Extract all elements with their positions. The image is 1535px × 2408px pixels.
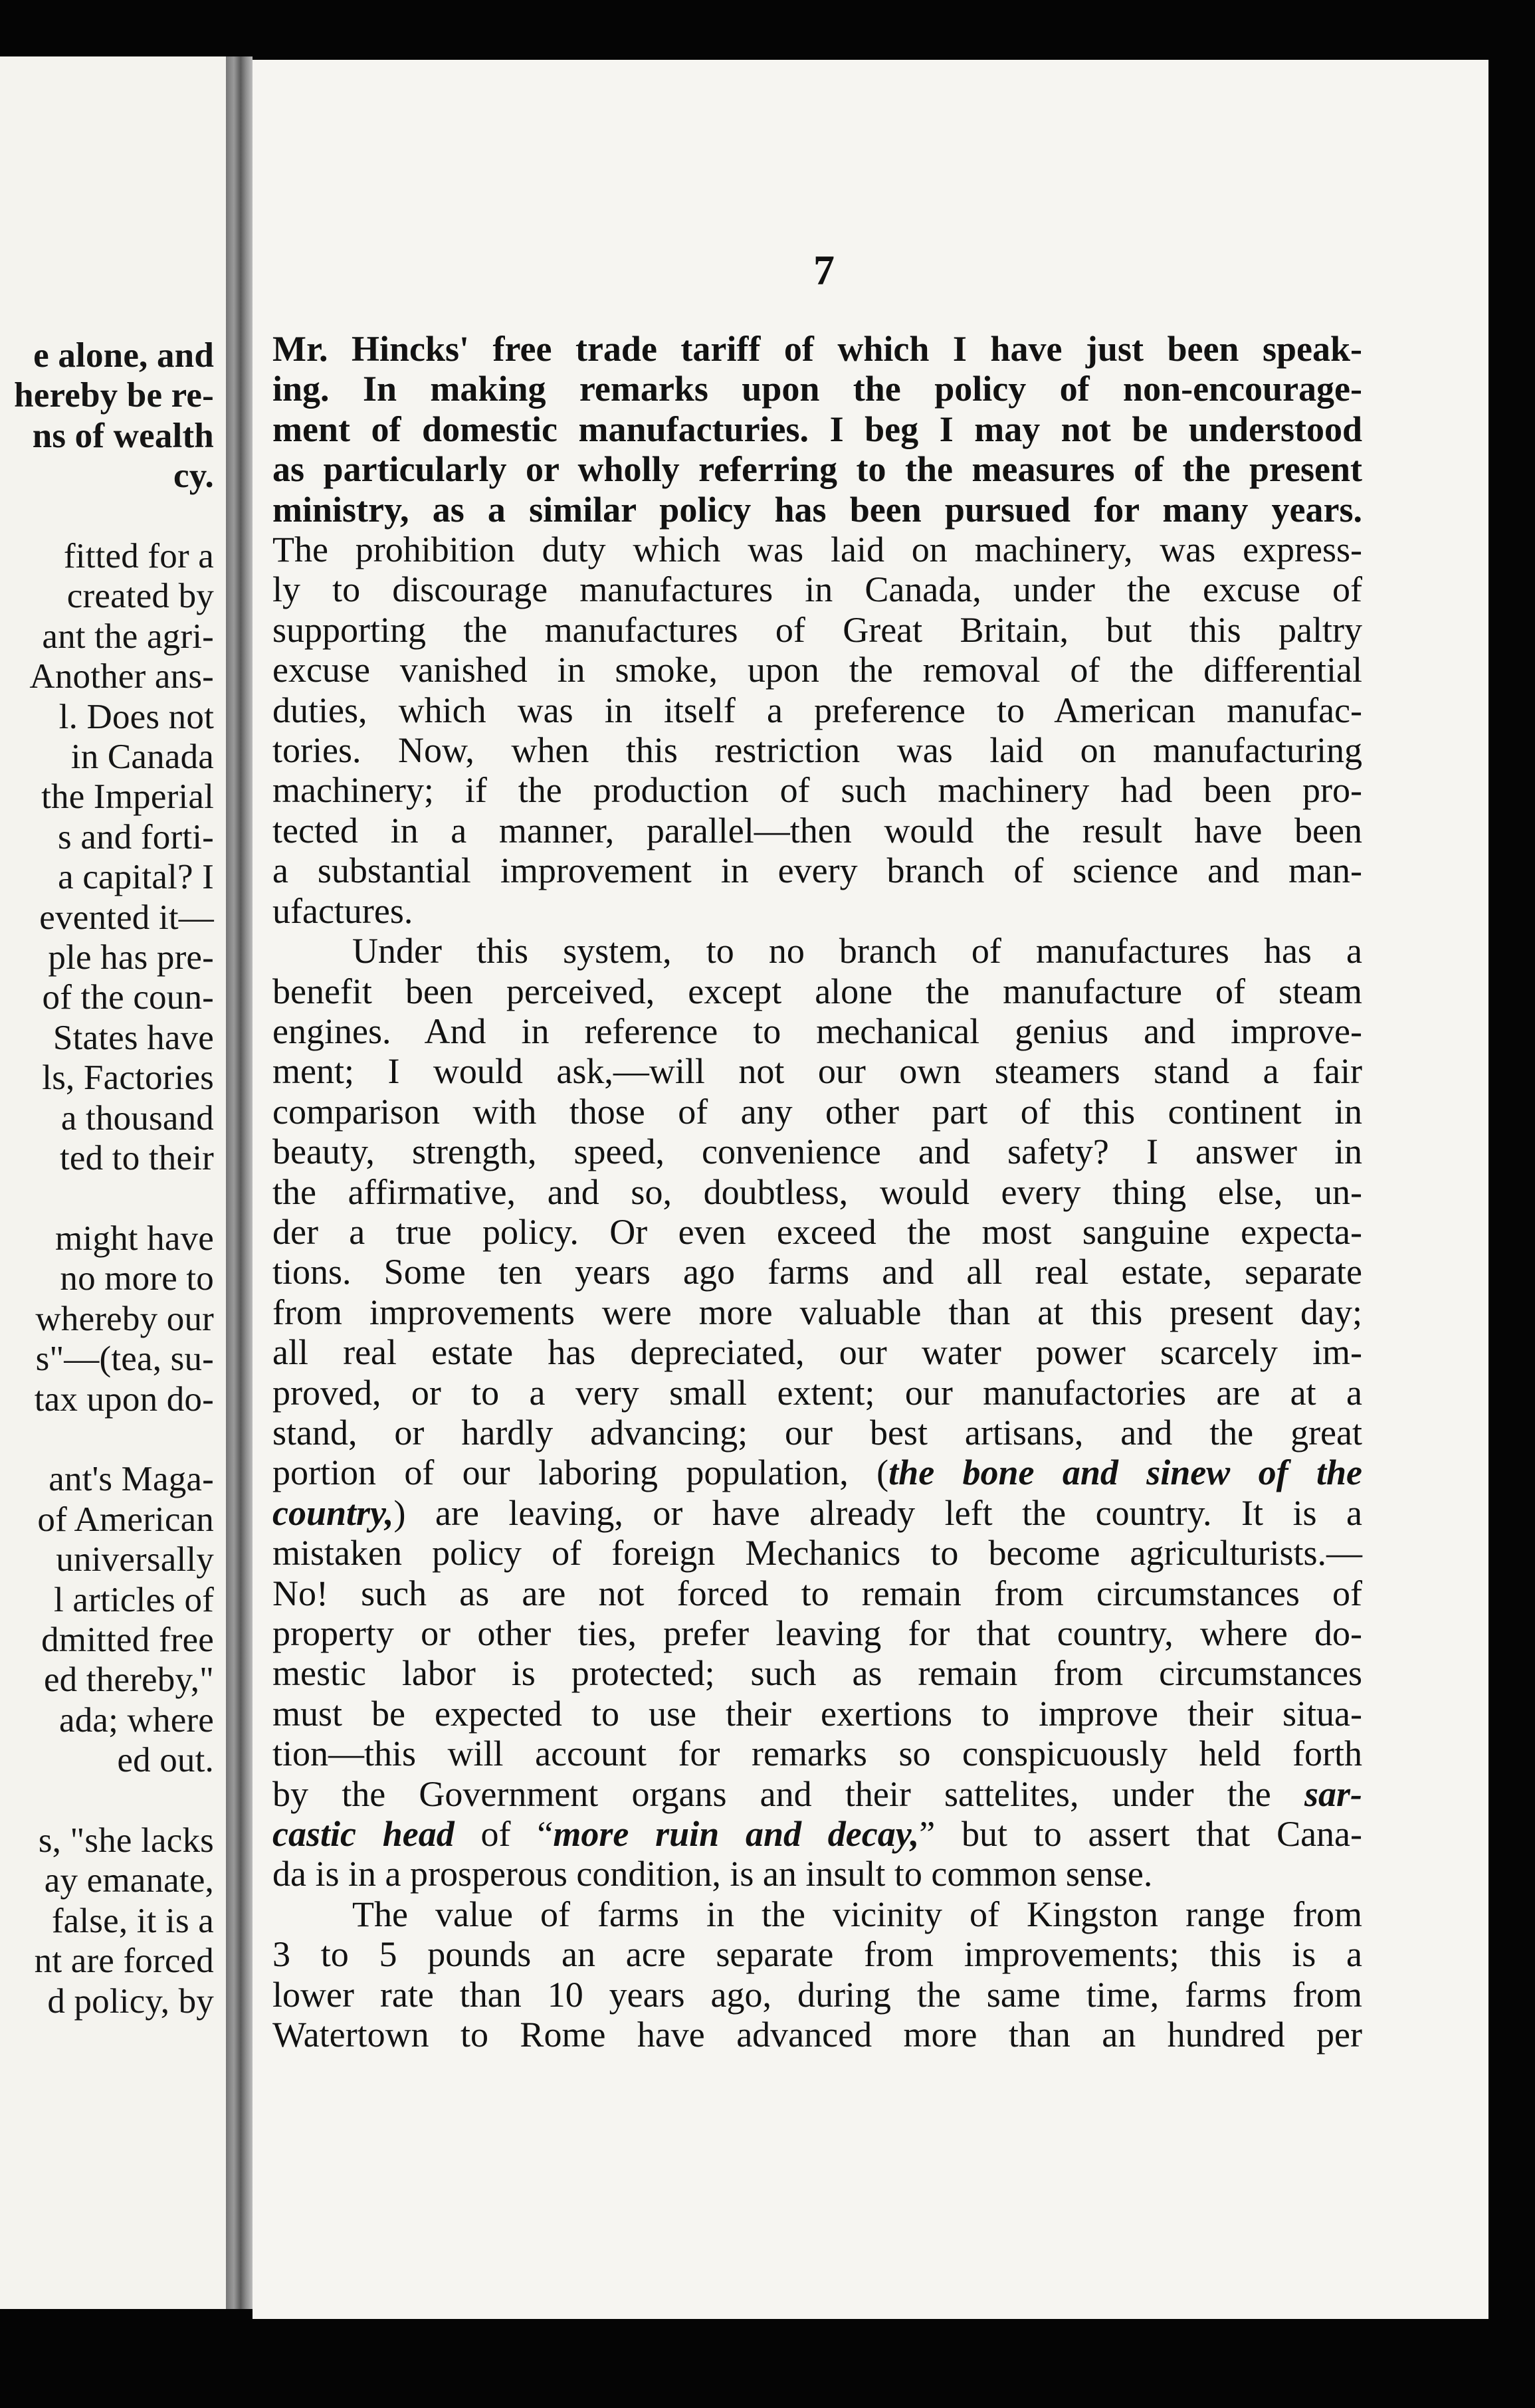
- left-fragment-line: ant the agri-: [42, 617, 214, 656]
- main-page: [253, 60, 1488, 2319]
- text-run: by the Government organs and their sattelites, under the: [272, 1773, 1304, 1814]
- left-fragment-line: [14, 1179, 214, 1219]
- text-run: mistaken policy of foreign Mechanics to become agriculturists.—: [272, 1533, 1362, 1573]
- left-fragment-line: [14, 1419, 214, 1459]
- left-fragment-line: the Imperial: [41, 777, 214, 817]
- text-run: engines. And in reference to mechanical genius and improve-: [272, 1011, 1362, 1051]
- text-run: as particularly or wholly referring to the measures of the present: [272, 449, 1362, 490]
- body-line: [272, 1373, 1362, 1413]
- page-number: 7: [813, 247, 835, 294]
- body-line: [272, 329, 1362, 369]
- left-fragment-line: s, "she lacks: [38, 1821, 214, 1860]
- body-line: [272, 1975, 1362, 2015]
- text-run: from improvements were more valuable than at this present day;: [272, 1292, 1362, 1332]
- body-line: [272, 1613, 1362, 1653]
- body-line: [272, 1854, 1362, 1894]
- left-fragment-line: s"—(tea, su-: [35, 1340, 214, 1379]
- body-line: [272, 770, 1362, 810]
- left-fragment-line: tax upon do-: [34, 1379, 214, 1419]
- text-run: ministry, as a similar policy has been pursued for many years.: [272, 489, 1362, 530]
- body-line: [272, 1894, 1362, 1934]
- left-fragment-line: dmitted free: [41, 1620, 214, 1659]
- body-line: [272, 811, 1362, 851]
- text-run: all real estate has depreciated, our water power scarcely im-: [272, 1332, 1362, 1373]
- text-run: tions. Some ten years ago farms and all real estate, separate: [272, 1252, 1362, 1292]
- body-line: [272, 1413, 1362, 1453]
- text-run: lower rate than 10 years ago, during the same time, farms from: [272, 1974, 1362, 2015]
- text-run: a substantial improvement in every branch of science and man-: [272, 851, 1362, 891]
- body-line: [272, 610, 1362, 650]
- italic-phrase: country,: [272, 1492, 394, 1533]
- italic-phrase: the bone and sinew of the: [888, 1453, 1362, 1493]
- text-run: proved, or to a very small extent; our manufactories are at a: [272, 1372, 1362, 1413]
- body-line: [272, 1453, 1362, 1492]
- left-fragment-line: in Canada: [70, 738, 214, 777]
- body-line: [272, 1252, 1362, 1292]
- text-run: da is in a prosperous condition, is an insult to common sense.: [272, 1854, 1153, 1894]
- text-run: excuse vanished in smoke, upon the removal of the differential: [272, 650, 1362, 690]
- left-fragment-line: created by: [66, 577, 214, 616]
- left-fragment-line: universally: [56, 1540, 214, 1579]
- text-run: benefit been perceived, except alone the manufacture of steam: [272, 971, 1362, 1011]
- text-run: beauty, strength, speed, convenience and safety? I answer in: [272, 1132, 1362, 1172]
- left-fragment-line: cy.: [173, 456, 214, 496]
- left-page-fragment: [0, 56, 226, 2309]
- text-run: The value of farms in the vicinity of Kingston range from: [352, 1894, 1362, 1934]
- body-line: [272, 1694, 1362, 1734]
- book-gutter: [226, 56, 253, 2309]
- body-line: [272, 851, 1362, 890]
- left-fragment-line: Another ans-: [29, 657, 214, 696]
- body-line: [272, 1653, 1362, 1693]
- text-run: ” but to assert that Cana-: [919, 1814, 1363, 1855]
- text-run: ly to discourage manufactures in Canada, under the excuse of: [272, 569, 1362, 610]
- text-run: tories. Now, when this restriction was laid on manufacturing: [272, 730, 1362, 771]
- body-line: [272, 971, 1362, 1011]
- body-line: [272, 369, 1362, 409]
- text-run: ufactures.: [272, 890, 413, 931]
- text-run: tected in a manner, parallel—then would the result have been: [272, 810, 1362, 851]
- text-run: ment of domestic manufacturies. I beg I may not be understood: [272, 409, 1362, 449]
- text-run: of “: [454, 1814, 554, 1855]
- text-run: the affirmative, and so, doubtless, would every thing else, un-: [272, 1171, 1362, 1212]
- left-fragment-line: ls, Factories: [42, 1058, 214, 1098]
- body-line: [272, 1092, 1362, 1132]
- left-fragment-line: ay emanate,: [44, 1861, 214, 1900]
- text-run: The prohibition duty which was laid on machinery, was express-: [272, 530, 1362, 570]
- left-fragment-line: fitted for a: [63, 537, 214, 576]
- left-fragment-line: whereby our: [35, 1299, 214, 1338]
- body-line: [272, 1493, 1362, 1533]
- text-run: comparison with those of any other part of this continent in: [272, 1091, 1362, 1132]
- left-fragment-line: nt are forced: [34, 1942, 214, 1981]
- text-run: tion—this will account for remarks so conspicuously held forth: [272, 1734, 1362, 1774]
- left-fragment-line: a thousand: [60, 1098, 214, 1138]
- text-run: Mr. Hincks' free trade tariff of which I have just been speak-: [272, 329, 1362, 369]
- text-run: property or other ties, prefer leaving for that country, where do-: [272, 1613, 1362, 1653]
- body-line: [272, 891, 1362, 931]
- body-line: [272, 1934, 1362, 1974]
- body-line: [272, 1212, 1362, 1252]
- left-fragment-line: ted to their: [60, 1139, 214, 1178]
- italic-phrase: more ruin and decay,: [553, 1814, 920, 1855]
- text-run: stand, or hardly advancing; our best artisans, and the great: [272, 1412, 1362, 1453]
- text-run: Under this system, to no branch of manufactures has a: [352, 931, 1362, 971]
- text-run: 3 to 5 pounds an acre separate from improvements; this is a: [272, 1934, 1362, 1975]
- left-fragment-line: hereby be re-: [14, 376, 214, 415]
- body-line: [272, 569, 1362, 609]
- left-fragment-line: might have: [55, 1219, 214, 1258]
- left-fragment-line: false, it is a: [51, 1901, 214, 1940]
- text-run: Watertown to Rome have advanced more than an hundred per: [272, 2015, 1362, 2055]
- text-run: must be expected to use their exertions to improve their situa-: [272, 1693, 1362, 1734]
- body-line: [272, 409, 1362, 449]
- body-line: [272, 690, 1362, 730]
- text-run: supporting the manufactures of Great Britain, but this paltry: [272, 609, 1362, 650]
- body-line: [272, 1734, 1362, 1773]
- text-run: duties, which was in itself a preference to American manufac-: [272, 690, 1362, 730]
- left-fragment-line: l. Does not: [58, 697, 214, 736]
- left-fragment-line: of the coun-: [42, 978, 214, 1017]
- left-fragment-line: ant's Maga-: [49, 1460, 214, 1499]
- body-line: [272, 1332, 1362, 1372]
- text-run: der a true policy. Or even exceed the most sanguine expecta-: [272, 1211, 1362, 1252]
- left-fragment-line: States have: [52, 1018, 214, 1057]
- left-fragment-line: d policy, by: [47, 1981, 214, 2021]
- body-line: [272, 1292, 1362, 1332]
- body-line: [272, 650, 1362, 690]
- body-line: [272, 449, 1362, 489]
- left-fragment-line: [14, 496, 214, 536]
- text-run: portion of our laboring population, (: [272, 1453, 889, 1493]
- left-fragment-line: l articles of: [54, 1580, 214, 1619]
- body-line: [272, 530, 1362, 569]
- body-line: [272, 1051, 1362, 1091]
- body-line: [272, 730, 1362, 770]
- body-line: [272, 1172, 1362, 1212]
- left-fragment-line: ed out.: [117, 1741, 214, 1780]
- left-page-text: [14, 336, 214, 2021]
- body-line: [272, 1132, 1362, 1171]
- left-fragment-line: ns of wealth: [32, 416, 214, 455]
- left-fragment-line: s and forti-: [58, 817, 214, 856]
- body-line: [272, 1011, 1362, 1051]
- body-line: [272, 1573, 1362, 1613]
- body-line: [272, 1533, 1362, 1573]
- left-fragment-line: [14, 1781, 214, 1821]
- body-line: [272, 931, 1362, 971]
- text-run: No! such as are not forced to remain from circumstances of: [272, 1573, 1362, 1613]
- left-fragment-line: ed thereby,": [43, 1660, 214, 1700]
- text-run: machinery; if the production of such machinery had been pro-: [272, 770, 1362, 811]
- left-fragment-line: no more to: [60, 1259, 214, 1298]
- text-run: ) are leaving, or have already left the country. It is a: [393, 1492, 1362, 1533]
- body-text: [272, 329, 1362, 2055]
- body-line: [272, 1814, 1362, 1854]
- body-line: [272, 1774, 1362, 1814]
- left-fragment-line: of American: [37, 1500, 214, 1539]
- text-run: mestic labor is protected; such as remain from circumstances: [272, 1653, 1362, 1694]
- italic-phrase: castic head: [272, 1814, 455, 1855]
- body-line: [272, 2015, 1362, 2055]
- left-fragment-line: ada; where: [59, 1700, 214, 1740]
- left-fragment-line: a capital? I: [58, 858, 214, 897]
- left-fragment-line: e alone, and: [33, 336, 214, 375]
- body-line: [272, 490, 1362, 530]
- text-run: ing. In making remarks upon the policy of non-encourage-: [272, 369, 1362, 409]
- left-fragment-line: evented it—: [39, 898, 214, 937]
- text-run: ment; I would ask,—will not our own steamers stand a fair: [272, 1051, 1362, 1092]
- italic-phrase: sar-: [1304, 1773, 1362, 1814]
- left-fragment-line: ple has pre-: [48, 938, 214, 977]
